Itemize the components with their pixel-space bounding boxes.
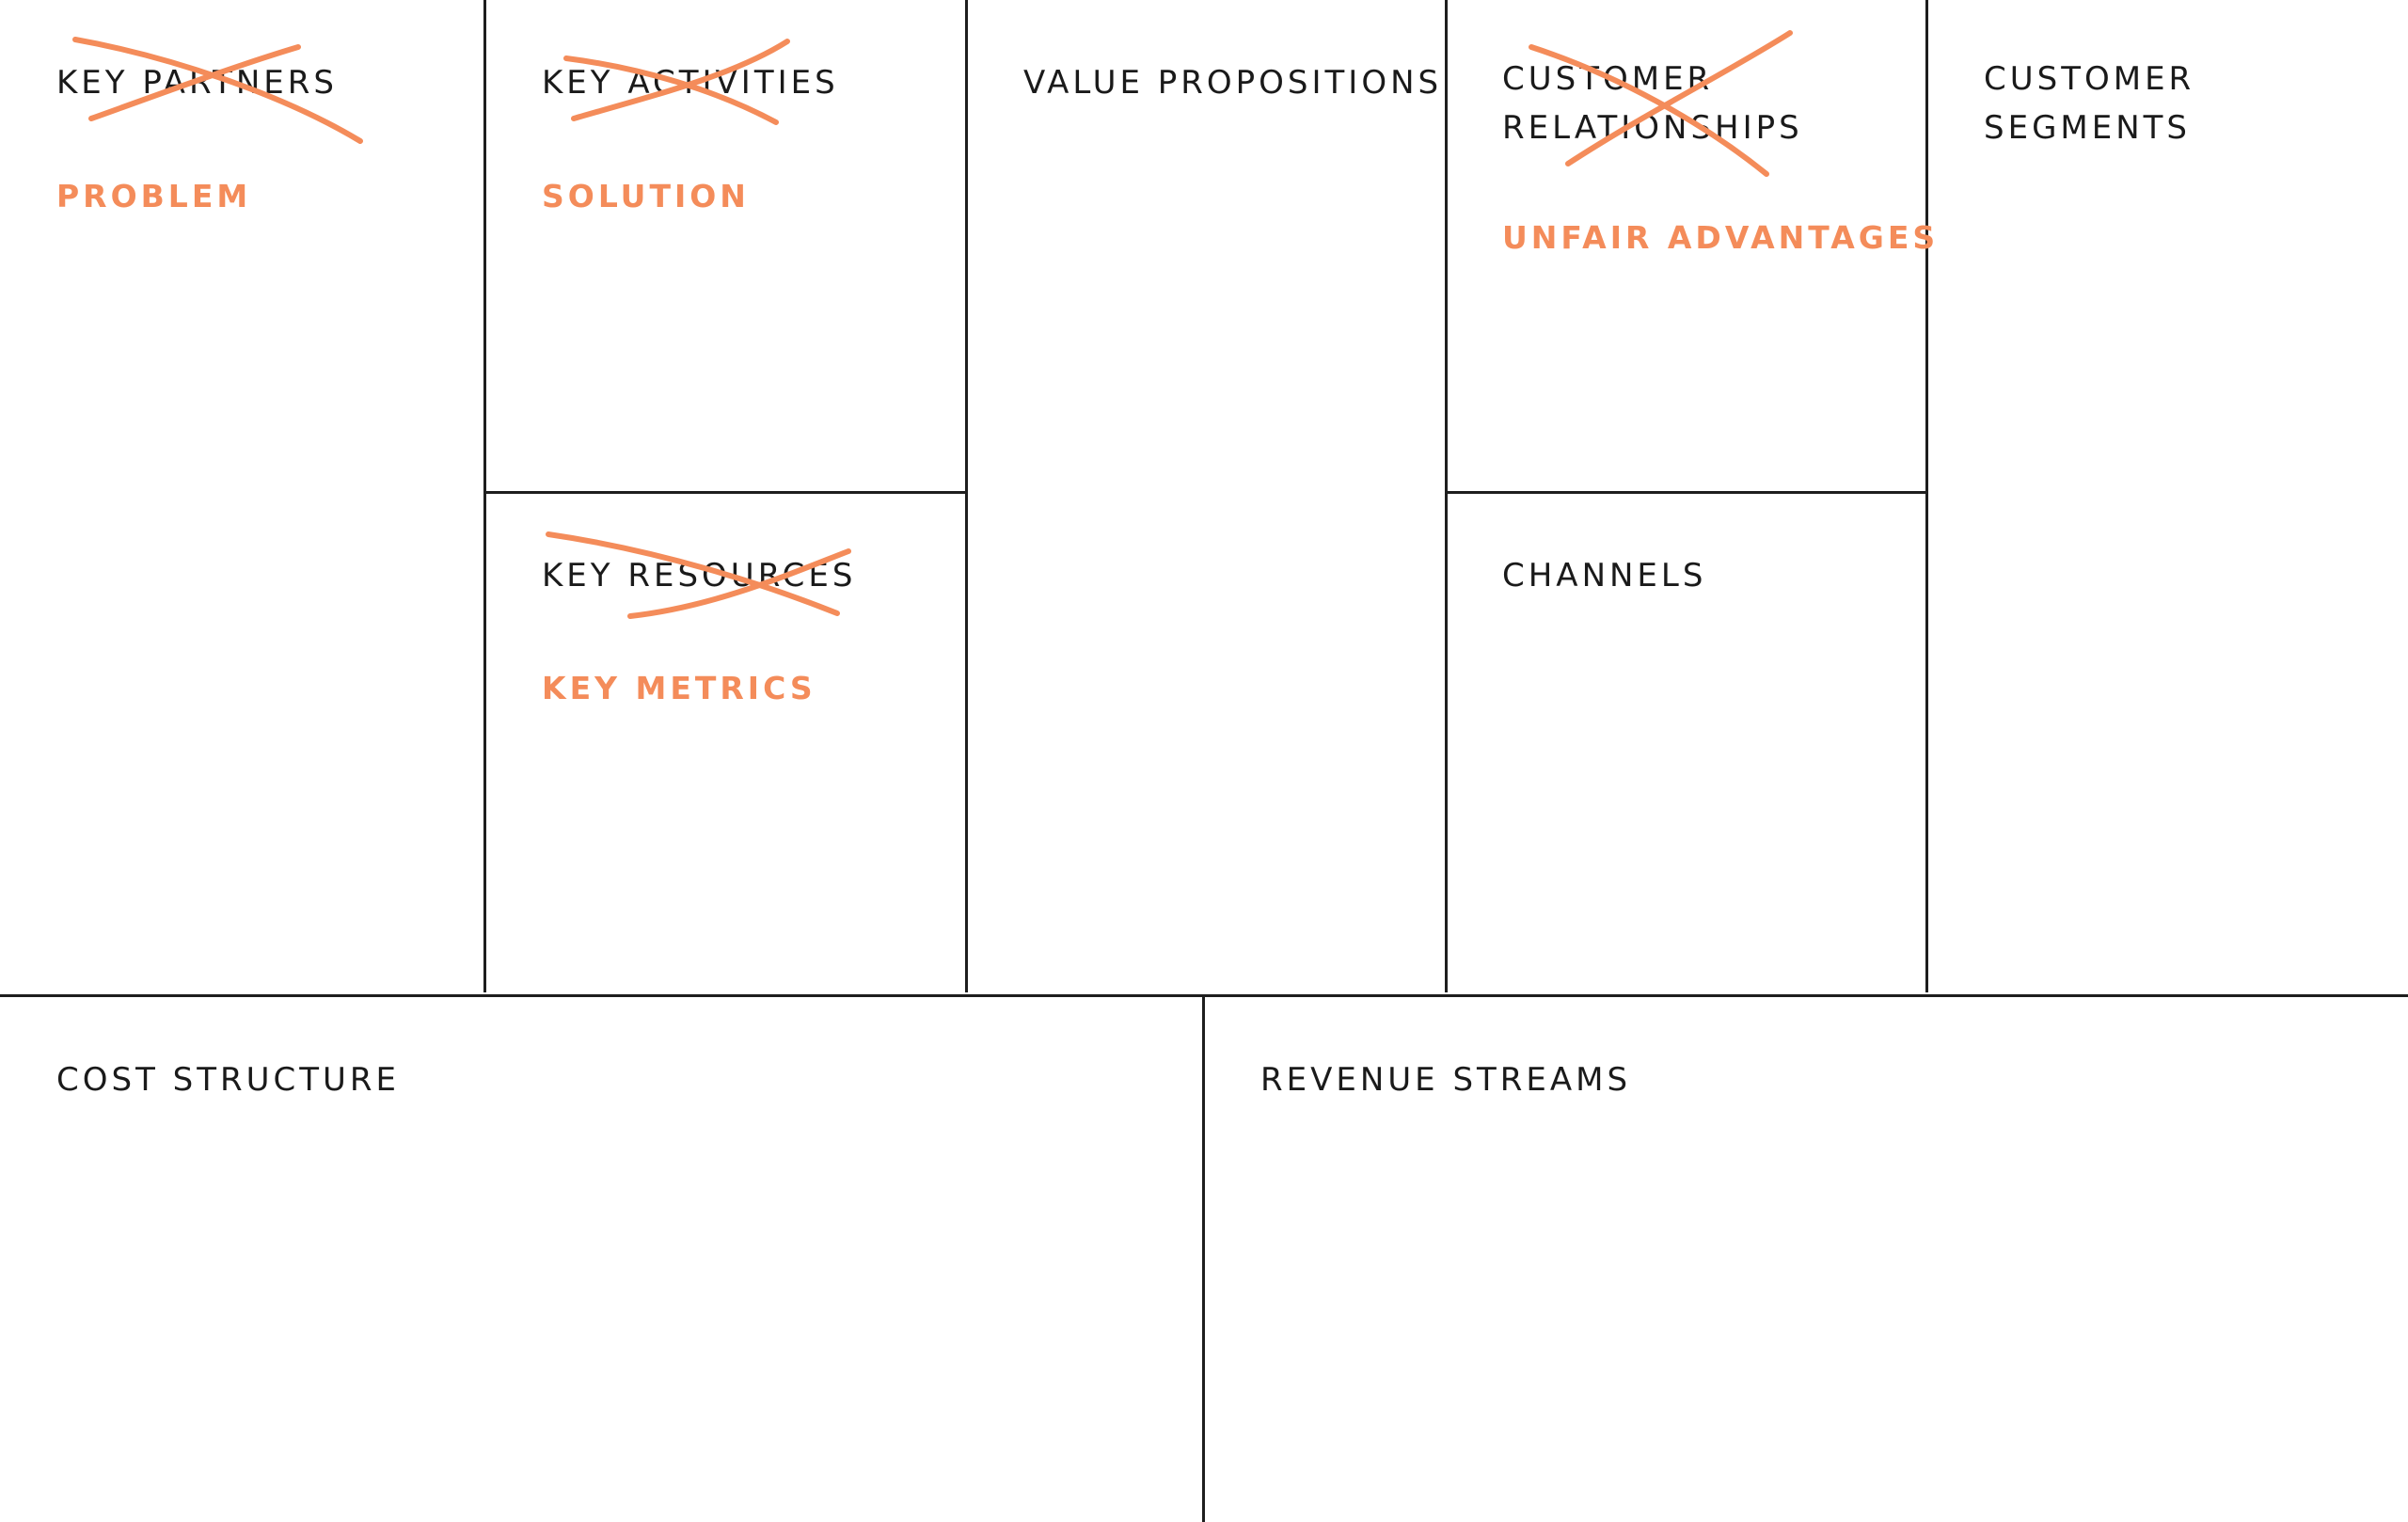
revenue-streams-label: REVENUE STREAMS [1260,1061,1632,1099]
value-propositions-label: VALUE PROPOSITIONS [1023,64,1443,102]
customer-relationships-label-line2: RELATIONSHIPS [1502,109,1803,147]
key-resources-label: KEY RESOURCES [542,557,857,595]
grid-divider-bottom [1202,994,1205,1522]
solution-label: SOLUTION [542,178,750,214]
key-activities-label: KEY ACTIVITIES [542,64,839,102]
grid-divider-relationships-channels [1445,491,1928,494]
grid-divider-activities-resources [483,491,968,494]
unfair-advantages-label: UNFAIR ADVANTAGES [1502,219,1940,256]
grid-divider-3 [1445,0,1448,992]
customer-segments-label-line1: CUSTOMER [1984,60,2195,98]
cost-structure-label: COST STRUCTURE [56,1061,401,1099]
key-metrics-label: KEY METRICS [542,670,816,706]
problem-label: PROBLEM [56,178,252,214]
channels-label: CHANNELS [1502,557,1707,595]
grid-divider-4 [1925,0,1928,992]
customer-relationships-label-line1: CUSTOMER [1502,60,1714,98]
grid-divider-1 [483,0,486,992]
customer-segments-label-line2: SEGMENTS [1984,109,2192,147]
key-partners-label: KEY PARTNERS [56,64,338,102]
grid-divider-2 [965,0,968,992]
